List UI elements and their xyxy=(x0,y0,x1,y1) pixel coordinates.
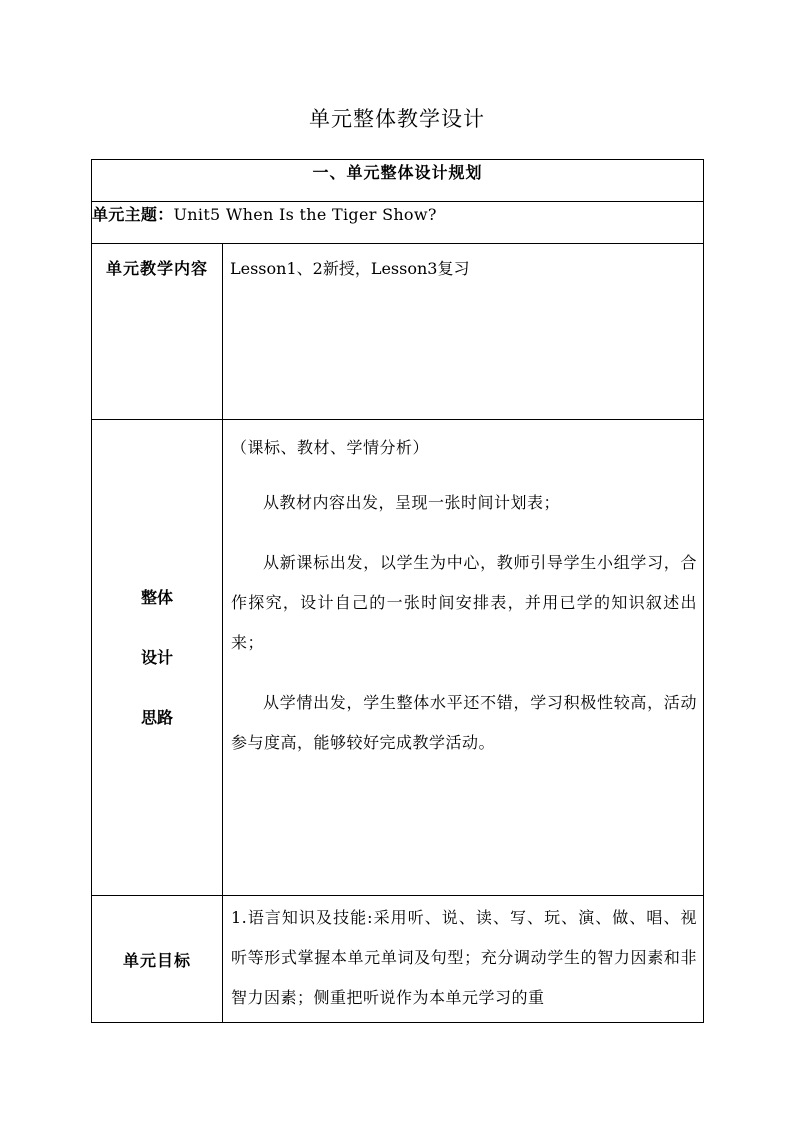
design-label-line: 设计 xyxy=(140,647,173,667)
design-thinking-label xyxy=(92,420,223,896)
section-heading-row xyxy=(92,160,704,202)
design-subheading: （课标、教材、学情分析） xyxy=(231,438,430,457)
section-heading: 一、单元整体设计规划 xyxy=(92,160,704,202)
unit-plan-table xyxy=(91,159,704,1023)
unit-theme-row xyxy=(92,202,704,244)
design-label-line: 整体 xyxy=(140,587,173,607)
design-thinking-row xyxy=(92,420,704,896)
design-paragraph: 从学情出发，学生整体水平还不错，学习积极性较高，活动参与度高，能够较好完成教学活动。 xyxy=(231,693,698,752)
unit-theme-label: 单元主题： xyxy=(92,205,174,224)
design-paragraph: 从教材内容出发，呈现一张时间计划表； xyxy=(263,493,561,512)
unit-theme-value: Unit5 When Is the Tiger Show? xyxy=(173,205,437,224)
unit-goals-label: 单元目标 xyxy=(92,896,223,1023)
teaching-content-label: 单元教学内容 xyxy=(92,244,223,420)
teaching-content-row xyxy=(92,244,704,420)
design-thinking-value xyxy=(223,420,704,896)
unit-goals-row xyxy=(92,896,704,1023)
unit-goals-text: 1.语言知识及技能:采用听、说、读、写、玩、演、做、唱、视听等形式掌握本单元单词及句型；充分调动学生的智力因素和非智力因素；侧重把听说作为本单元学习的重 xyxy=(223,896,704,1023)
document-title: 单元整体教学设计 xyxy=(309,107,485,131)
design-label-line: 思路 xyxy=(140,707,173,727)
unit-theme-cell xyxy=(92,202,704,244)
teaching-content-value: Lesson1、2新授，Lesson3复习 xyxy=(223,244,704,420)
design-paragraph: 从新课标出发，以学生为中心，教师引导学生小组学习，合作探究，设计自己的一张时间安排表，并用已学的知识叙述出来； xyxy=(231,553,698,652)
